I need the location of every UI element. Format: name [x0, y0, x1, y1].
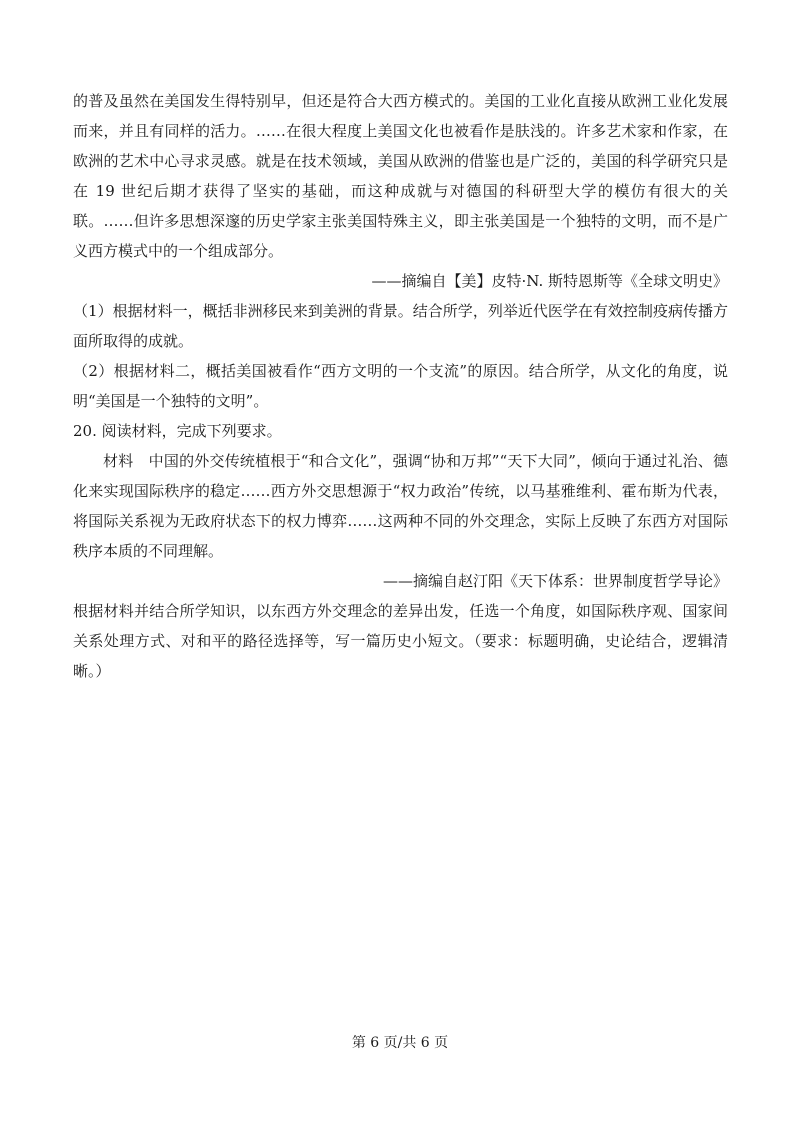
page-number: 第 6 页/共 6 页 [351, 1035, 449, 1051]
question19-part1: （1）根据材料一，概括非洲移民来到美洲的背景。结合所学，列举近代医学在有效控制疫病传播方面所取得的成就。 [73, 302, 728, 350]
question19-part2: （2）根据材料二，概括美国被看作“西方文明的一个支流”的原因。结合所学，从文化的角度，说明“美国是一个独特的文明”。 [73, 362, 728, 410]
material2-continued-text: 的普及虽然在美国发生得特别早，但还是符合大西方模式的。美国的工业化直接从欧洲工业化发展而来，并且有同样的活力。……在很大程度上美国文化也被看作是肤浅的。许多艺术家和作家，在欧洲的艺术中心寻求灵感。就是在技术领域，美国从欧洲的借鉴也是广泛的，美国的科学研究只是在 19 世纪后期才获得了坚实的基础，而这种成就与对德国的科研型大学的模仿有很大的关联。……但许多思想深邃的历史学家主张美国特殊主义，即主张美国是一个独特的文明，而不是广义西方模式中的一个组成部分。 [73, 92, 728, 260]
question20-material: 材料 中国的外交传统植根于“和合文化”，强调“协和万邦”“天下大同”，倾向于通过礼治、德化来实现国际秩序的稳定……西方外交思想源于“权力政治”传统，以马基雅维利、霍布斯为代表，将国际关系视为无政府状态下的权力博弈……这两种不同的外交理念，实际上反映了东西方对国际秩序本质的不同理解。 [73, 452, 728, 560]
question20-heading: 20. 阅读材料，完成下列要求。 [73, 422, 282, 440]
question20-source: ——摘编自赵汀阳《天下体系：世界制度哲学导论》 [382, 572, 728, 590]
page-content [73, 86, 728, 686]
question20-task: 根据材料并结合所学知识，以东西方外交理念的差异出发，任选一个角度，如国际秩序观、国家间关系处理方式、对和平的路径选择等，写一篇历史小短文。（要求：标题明确，史论结合，逻辑清晰。） [73, 602, 728, 680]
material2-source: ——摘编自【美】皮特·N. 斯特恩斯等《全球文明史》 [371, 272, 728, 290]
